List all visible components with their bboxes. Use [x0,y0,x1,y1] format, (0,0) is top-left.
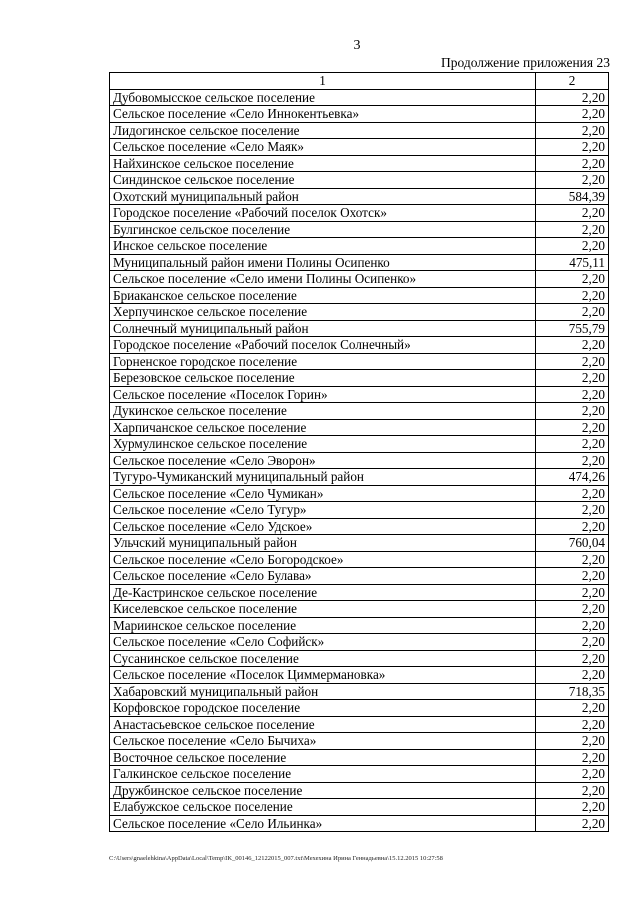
table-row [110,634,609,651]
municipality-name-cell: Сельское поселение «Село Богородское» [110,551,536,568]
table-row [110,106,609,123]
municipality-name-cell: Бриаканское сельское поселение [110,287,536,304]
municipality-name-cell: Найхинское сельское поселение [110,155,536,172]
municipality-name-cell: Сельское поселение «Село Иннокентьевка» [110,106,536,123]
value-cell: 2,20 [536,436,609,453]
table-row [110,502,609,519]
municipality-name-cell: Дубовомысское сельское поселение [110,89,536,106]
table-row [110,320,609,337]
municipality-name-cell: Сельское поселение «Село Софийск» [110,634,536,651]
value-cell: 2,20 [536,452,609,469]
table-row [110,650,609,667]
table-row [110,386,609,403]
table-row [110,469,609,486]
value-cell: 2,20 [536,353,609,370]
municipality-name-cell: Сельское поселение «Село Эворон» [110,452,536,469]
value-cell: 2,20 [536,287,609,304]
value-cell: 2,20 [536,485,609,502]
value-cell: 2,20 [536,89,609,106]
municipality-name-cell: Сельское поселение «Село Бычиха» [110,733,536,750]
table-row [110,601,609,618]
table-body [110,89,609,832]
municipality-name-cell: Лидогинское сельское поселение [110,122,536,139]
table-row [110,403,609,420]
value-cell: 2,20 [536,617,609,634]
value-cell: 474,26 [536,469,609,486]
table-row [110,766,609,783]
municipality-name-cell: Березовское сельское поселение [110,370,536,387]
value-cell: 2,20 [536,337,609,354]
table-row [110,700,609,717]
table-row [110,419,609,436]
table-row [110,304,609,321]
footer-file-path: C:\Users\gnaelehkina\AppData\Local\Temp\IK_00146_12122015_007.txt\Мехехина Ирина Геннадьевна\15.12.2015 10:27:58 [109,855,443,862]
value-cell: 2,20 [536,139,609,156]
municipality-name-cell: Сусанинское сельское поселение [110,650,536,667]
value-cell: 760,04 [536,535,609,552]
value-cell: 2,20 [536,584,609,601]
table-row [110,551,609,568]
table-row [110,568,609,585]
table-row [110,452,609,469]
municipality-name-cell: Мариинское сельское поселение [110,617,536,634]
municipality-name-cell: Сельское поселение «Село Тугур» [110,502,536,519]
value-cell: 584,39 [536,188,609,205]
municipality-name-cell: Ульчский муниципальный район [110,535,536,552]
table-header-row [110,73,609,90]
table-row [110,683,609,700]
municipality-name-cell: Булгинское сельское поселение [110,221,536,238]
value-cell: 2,20 [536,551,609,568]
value-cell: 2,20 [536,155,609,172]
value-cell: 2,20 [536,518,609,535]
value-cell: 2,20 [536,733,609,750]
municipality-name-cell: Синдинское сельское поселение [110,172,536,189]
table-row [110,815,609,832]
municipality-name-cell: Муниципальный район имени Полины Осипенко [110,254,536,271]
municipality-name-cell: Галкинское сельское поселение [110,766,536,783]
value-cell: 2,20 [536,766,609,783]
value-cell: 2,20 [536,716,609,733]
value-cell: 2,20 [536,304,609,321]
municipality-name-cell: Киселевское сельское поселение [110,601,536,618]
column-header-name: 1 [110,73,536,90]
table-row [110,370,609,387]
table-row [110,139,609,156]
municipality-name-cell: Сельское поселение «Село Удское» [110,518,536,535]
table-row [110,353,609,370]
table-row [110,122,609,139]
municipality-name-cell: Солнечный муниципальный район [110,320,536,337]
municipality-name-cell: Сельское поселение «Село Булава» [110,568,536,585]
table-row [110,238,609,255]
table-row [110,271,609,288]
value-cell: 718,35 [536,683,609,700]
municipality-name-cell: Городское поселение «Рабочий поселок Солнечный» [110,337,536,354]
table-row [110,287,609,304]
municipality-name-cell: Сельское поселение «Село Маяк» [110,139,536,156]
municipality-name-cell: Корфовское городское поселение [110,700,536,717]
municipality-name-cell: Сельское поселение «Поселок Горин» [110,386,536,403]
table-row [110,799,609,816]
table-row [110,337,609,354]
value-cell: 2,20 [536,271,609,288]
value-cell: 2,20 [536,799,609,816]
table-row [110,749,609,766]
data-table [109,72,609,832]
municipality-name-cell: Горненское городское поселение [110,353,536,370]
table-row [110,89,609,106]
municipality-name-cell: Дружбинское сельское поселение [110,782,536,799]
value-cell: 2,20 [536,403,609,420]
municipality-name-cell: Тугуро-Чумиканский муниципальный район [110,469,536,486]
table-row [110,254,609,271]
value-cell: 2,20 [536,419,609,436]
table-row [110,733,609,750]
municipality-name-cell: Харпичанское сельское поселение [110,419,536,436]
value-cell: 2,20 [536,634,609,651]
municipality-name-cell: Сельское поселение «Село Чумикан» [110,485,536,502]
value-cell: 2,20 [536,172,609,189]
appendix-caption: Продолжение приложения 23 [440,55,610,70]
municipality-name-cell: Сельское поселение «Поселок Циммермановка» [110,667,536,684]
value-cell: 2,20 [536,782,609,799]
value-cell: 2,20 [536,386,609,403]
value-cell: 2,20 [536,749,609,766]
value-cell: 2,20 [536,106,609,123]
value-cell: 2,20 [536,650,609,667]
value-cell: 2,20 [536,700,609,717]
value-cell: 2,20 [536,502,609,519]
table-row [110,221,609,238]
column-header-value: 2 [536,73,609,90]
municipality-name-cell: Херпучинское сельское поселение [110,304,536,321]
municipality-name-cell: Хурмулинское сельское поселение [110,436,536,453]
table-row [110,436,609,453]
municipality-name-cell: Охотский муниципальный район [110,188,536,205]
municipality-name-cell: Городское поселение «Рабочий поселок Охотск» [110,205,536,222]
municipality-name-cell: Дукинское сельское поселение [110,403,536,420]
table-row [110,205,609,222]
table-row [110,155,609,172]
value-cell: 2,20 [536,122,609,139]
municipality-name-cell: Анастасьевское сельское поселение [110,716,536,733]
table-row [110,617,609,634]
value-cell: 2,20 [536,815,609,832]
table-row [110,535,609,552]
value-cell: 2,20 [536,205,609,222]
value-cell: 755,79 [536,320,609,337]
page-number: 3 [353,38,361,53]
value-cell: 2,20 [536,601,609,618]
municipality-name-cell: Сельское поселение «Село имени Полины Осипенко» [110,271,536,288]
table-row [110,188,609,205]
value-cell: 2,20 [536,370,609,387]
municipality-name-cell: Восточное сельское поселение [110,749,536,766]
table-row [110,667,609,684]
value-cell: 2,20 [536,568,609,585]
municipality-name-cell: Елабужское сельское поселение [110,799,536,816]
table-row [110,584,609,601]
municipality-name-cell: Де-Кастринское сельское поселение [110,584,536,601]
table-row [110,485,609,502]
value-cell: 2,20 [536,238,609,255]
table-row [110,782,609,799]
table-row [110,518,609,535]
municipality-name-cell: Сельское поселение «Село Ильинка» [110,815,536,832]
value-cell: 2,20 [536,221,609,238]
table-row [110,172,609,189]
value-cell: 2,20 [536,667,609,684]
municipality-name-cell: Хабаровский муниципальный район [110,683,536,700]
table-row [110,716,609,733]
value-cell: 475,11 [536,254,609,271]
municipality-name-cell: Инское сельское поселение [110,238,536,255]
